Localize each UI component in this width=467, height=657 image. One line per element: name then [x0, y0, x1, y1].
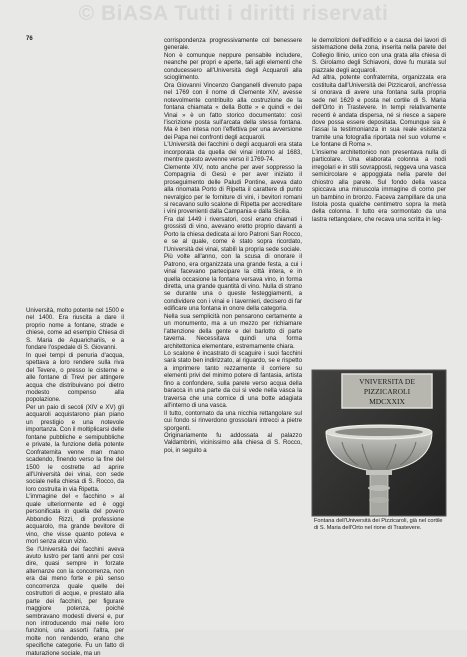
inscription-line: PIZZICAROLI [364, 387, 411, 396]
paragraph: In quei tempi di penuria d'acqua, spettava a loro rendere sulla riva del Tevere, o presso le cisterne e alle fontane di Trevi per attingere acqua che distribuivano poi dietro modesto compenso alla popolazione. [26, 352, 124, 404]
paragraph: Il tutto, contornato da una nicchia rettangolare sul cui fondo si rinverdono grossolani intrecci a pietre sporgenti. [164, 410, 302, 432]
paragraph: Clemente XIV, noto anche per aver soppresso la Compagnia di Gesù e per aver iniziato il proseguimento delle Paludi Pontine, aveva dato alla rinomata Porto di Ripetta il carattere di punto nevralgico per le forniture di vini, i bevitori romani si recavano sullo scalone di Ripetta per accreditare i vini provenienti dalla Campania e dalla Sicilia. [164, 164, 302, 216]
paragraph: L'Università dei facchini o degli acquaroli era stata incorporata da quella dei vinai intorno al 1683, mentre questo avvenne verso il 1769-74. [164, 141, 302, 163]
paragraph: Ad altra, potente confraternita, organizzata era costituita dall'Università dei Pizzicaroli, anch'essa si onorava di avere una fontana sulla propria sede nel 1629 e posta nel cortile di S. Maria dell'Orto in Trastevere. In tempi relativamente recenti è andata dispersa, né si riesce a sapere dove possa essere depositata. Comunque sia è l'assai la testimonianza in sua reale esistenza tramite una fotografia riportata nel suo volume « Le fontane di Roma ». [312, 74, 446, 149]
inscription-line: VNIVERSITA DE [359, 377, 415, 386]
watermark: © BiASA Tutti i diritti riservati [0, 2, 467, 26]
paragraph: corrispondenza progressivamente col benessere generale. [164, 37, 302, 52]
paragraph: L'immagine del « facchino » al quale ulteriormente ed è oggi personificata in quella del povero Abbondio Rizzi, di professione acquarolo, ma grande bevitore di vino, che visse quanto poteva e morì senza alcun vizio. [26, 493, 124, 545]
text-column-3 [312, 37, 446, 363]
paragraph: Fra dal 1449 i riversatori, così erano chiamati i grossisti di vino, avevano eretto proprio davanti a Porto la chiesa dedicata ai loro Patroni San Rocco, e se al quale, come è stato sopra ricordato, l'Università dei vinai, stabilì la propria sede sociale. [164, 216, 302, 253]
paragraph: Nella sua semplicità non pensarono certamente a un monumento, ma a un mezzo per richiamare l'attenzione della gente e del barlotto di parte taverna. Necessitava quindi una forma architettonica elementare, estremamente chiara. [164, 313, 302, 350]
text-column-1 [26, 307, 124, 625]
paragraph: Non è comunque neppure pensabile includere, neanche per propri e aperte, tali agli elementi che conducessero all'Università degli Acquaroli alla scioglimento. [164, 52, 302, 82]
paragraph: le demolizioni dell'edificio e a causa dei lavori di sistemazione della zona, inserita nella parete del Collegio Ilinio, unico con una grata alla chiesa di S. Girolamo degli Schiavoni, dove fu murata sul piazzale degli acquaroli. [312, 37, 446, 74]
photo-caption: Fontana dell'Università dei Pizzicaroli, già nel cortile di S. Maria dell'Orto nel rione di Trastevere. [314, 518, 444, 531]
paragraph: Ora Giovanni Vincenzo Ganganelli divenuto papa nel 1769 con il nome di Clemente XIV, avesse notevolmente contribuito alla costruzione de la fontana chiamata « della Botte » e quindi « dei Vinai » è un fatto storico documentato: così l'iscrizione posta sull'arcata della stessa fontana. Ma è ben intesa non l'effettiva per una avversione dei Papa nei confronti degli acquaroli. [164, 82, 302, 142]
fountain-photo-image [312, 370, 446, 516]
text-column-2 [164, 37, 302, 625]
fountain-photo [312, 370, 446, 516]
paragraph: Lo scalone è incastrato di scaguire i suoi facchini sarà stato ben indirizzato, al riguardo, se e rispetto a imprimere tanto rezzamente il corriere su elementi privi del minimo potere di fantasia, artista fino a confondere, sulla parete verso acqua della baracca in una parte da cui si vede nella vasca la traversa che una cornice di una botte adagiata all'interno di una vasca. [164, 350, 302, 410]
page-number: 76 [26, 36, 33, 42]
inscription-line: MDCXXIX [369, 397, 405, 406]
paragraph: Originariamente fu addossata al palazzo Valdambrini, vicinissimo alla chiesa di S. Rocco, poi, in seguito a [164, 432, 302, 454]
paragraph: L'insieme architettonico non presentava nulla di particolare. Una elaborata colonna a nodi irregolari e in stili sovrapposti, reggeva una vasca semicircolare e appoggiata nella parete del chiostro alla parete. Sul fondo della vasca spiccava una minuscola immagine di corno per un bambino in bronzo. Faceva zampillare da una listola posta qualche centimetro sopra la metà della colonna. Il tutto era sormontato da una lastra rettangolare, che recava una scritta in leg- [312, 149, 446, 224]
paragraph: Per un paio di secoli (XIV e XV) gli acquaroli acquistarono pian piano un prestigio e una notevole importanza. Con il moltiplicarsi delle fontane pubbliche e semipubbliche e private, la funzione della potente Confraternita venne man mano scadendo, finendo verso la fine del 1500 le costrette ad aprire all'Università dei vinai, con sede sociale nella chiesa di S. Rocco, da loro costruita in via Ripetta. [26, 404, 124, 493]
paragraph: Se l'Università dei facchini aveva avuto lustro per tanti anni per così dire, quasi sempre in forzate alternanze con la concorrenza, non era dai meno forte e più senso concorrenza quale quelle dei costruttori di acque, e prestato alla parte dei facchini, per figurare maggiore potenza, poiché sembravano modesti diversi e, pur non introducendo mai nelle loro funzioni, una assorti l'altra, per molte non rendendo, erano che specifiche categorie. Fu un fatto di maturazione sociale, ma un [26, 546, 124, 657]
paragraph: Più volte all'anno, con la scusa di onorare il Patrono, era organizzata una grande festa, a cui i vinai facevano partecipare la città intera, e in quella occasione la fontana versava vino, in forma diretta, una grande quantità di vino. Nulla di strano se durante una o queste festeggiamenti, a condividere con i vinai e i tavernieri, decisero di far edificare una fontana in onore della categoria. [164, 253, 302, 313]
paragraph: Università, molto potente nel 1500 e nel 1400. Era riuscita a dare il proprio nome a fontane, strade e chiese, come ad esempio Chiesa di S. Maria de Aquarichariis, e a fondare l'ospedale di S. Giovanni. [26, 307, 124, 352]
